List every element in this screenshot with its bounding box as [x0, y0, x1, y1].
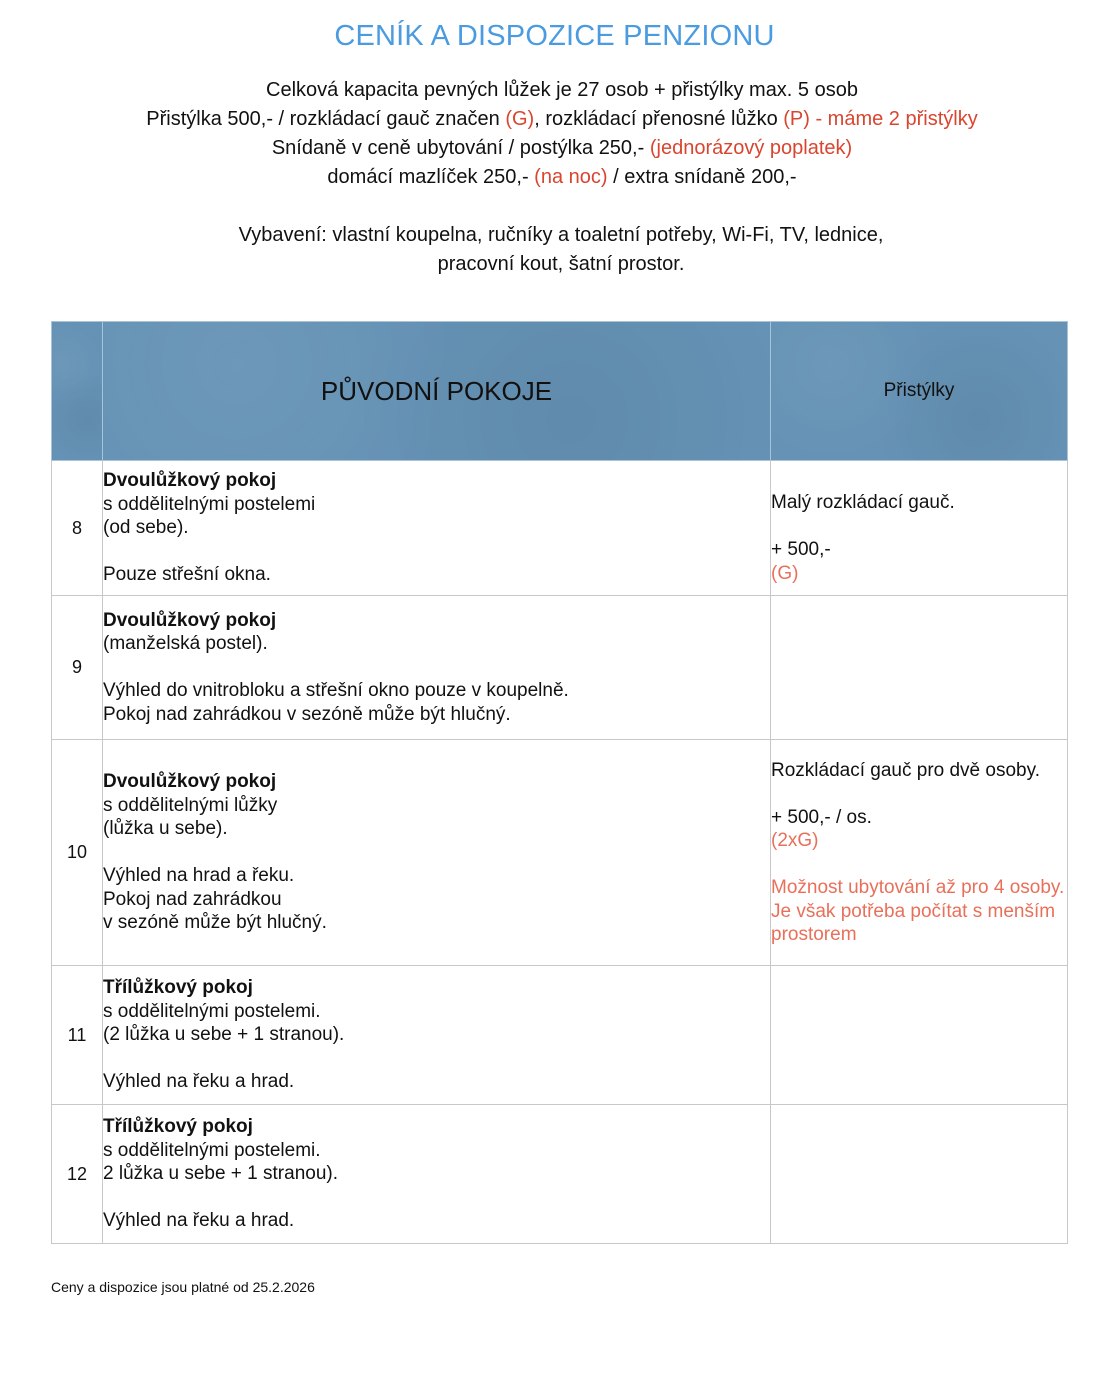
- equipment-line-2: pracovní kout, šatní prostor.: [437, 253, 685, 275]
- equipment-block: [0, 221, 1109, 279]
- room-type: Dvoulůžkový pokoj: [103, 771, 277, 793]
- room-detail-line: [103, 1047, 770, 1071]
- breakfast-text: Snídaně v ceně ubytování / postýlka 250,-: [271, 137, 650, 159]
- room-detail-line: Výhled na řeku a hrad.: [103, 1071, 295, 1093]
- room-detail-line: v sezóně může být hlučný.: [103, 912, 327, 934]
- room-detail-line: [103, 1186, 770, 1210]
- room-detail-line: Pokoj nad zahrádkou v sezóně může být hlučný.: [103, 703, 511, 725]
- room-description: [103, 740, 771, 966]
- header-rooms: PŮVODNÍ POKOJE: [103, 322, 771, 461]
- room-number: 9: [52, 596, 103, 740]
- extra-bed-price-text: Přistýlka 500,- / rozkládací gauč značen: [146, 108, 506, 130]
- room-detail-line: Výhled do vnitrobloku a střešní okno pouze v koupelně.: [103, 680, 569, 702]
- header-extra-beds: Přistýlky: [771, 322, 1068, 461]
- table-row: [52, 966, 1068, 1105]
- room-detail-line: 2 lůžka u sebe + 1 stranou).: [103, 1163, 339, 1185]
- room-detail-line: Výhled na hrad a řeku.: [103, 865, 295, 887]
- room-number: 11: [52, 966, 103, 1105]
- extra-bed-note: Možnost ubytování až pro 4 osoby. Je však potřeba počítat s menším prostorem: [771, 877, 1065, 945]
- room-detail-line: s oddělitelnými postelemi.: [103, 1139, 321, 1161]
- room-number: 10: [52, 740, 103, 966]
- room-detail-line: [103, 656, 770, 680]
- header-number-cell: [52, 322, 103, 461]
- extra-bed-code: (G): [771, 562, 799, 584]
- table-header-row: [52, 322, 1068, 461]
- room-detail-line: (2 lůžka u sebe + 1 stranou).: [103, 1024, 345, 1046]
- room-type: Dvoulůžkový pokoj: [103, 609, 277, 631]
- extra-bed-cell: [771, 966, 1068, 1105]
- extra-bed-price: + 500,-: [771, 539, 831, 560]
- room-number: 8: [52, 461, 103, 596]
- extra-bed-description: Malý rozkládací gauč.: [771, 492, 955, 513]
- extra-bed-cell: [771, 1105, 1068, 1244]
- room-type: Třílůžkový pokoj: [103, 1116, 253, 1138]
- intro-block: [0, 76, 1109, 192]
- table-row: [52, 1105, 1068, 1244]
- portable-bed-code: (P) - máme 2 přistýlky: [783, 108, 978, 130]
- extra-bed-code: (2xG): [771, 830, 819, 851]
- equipment-line-1: Vybavení: vlastní koupelna, ručníky a toaletní potřeby, Wi-Fi, TV, lednice,: [238, 224, 884, 246]
- sofa-code: (G): [505, 108, 535, 130]
- extra-bed-description: Rozkládací gauč pro dvě osoby.: [771, 759, 1040, 781]
- spacer: [771, 853, 1067, 877]
- room-detail-line: Výhled na řeku a hrad.: [103, 1210, 295, 1232]
- room-description: [103, 1105, 771, 1244]
- room-number: 12: [52, 1105, 103, 1244]
- room-detail-line: (manželská postel).: [103, 633, 268, 655]
- rooms-table: [51, 321, 1068, 1244]
- extra-bed-cell: [771, 461, 1068, 596]
- room-detail-line: Pokoj nad zahrádkou: [103, 888, 282, 910]
- extra-bed-cell: [771, 596, 1068, 740]
- room-type: Dvoulůžkový pokoj: [103, 470, 277, 492]
- spacer: [771, 782, 1067, 806]
- page-title: CENÍK A DISPOZICE PENZIONU: [334, 20, 775, 52]
- room-detail-line: (lůžka u sebe).: [103, 818, 228, 840]
- extra-bed-cell: [771, 740, 1068, 966]
- pet-text: domácí mazlíček 250,-: [327, 166, 535, 188]
- capacity-line: Celková kapacita pevných lůžek je 27 osob + přistýlky max. 5 osob: [266, 79, 858, 101]
- per-night-note: (na noc): [534, 166, 608, 188]
- pet-line: [0, 163, 1109, 192]
- room-detail-line: s oddělitelnými postelemi: [103, 493, 316, 515]
- room-detail-line: s oddělitelnými lůžky: [103, 794, 278, 816]
- portable-bed-text: , rozkládací přenosné lůžko: [534, 108, 784, 130]
- room-detail-line: Pouze střešní okna.: [103, 564, 271, 586]
- room-type: Třílůžkový pokoj: [103, 977, 253, 999]
- room-detail-line: s oddělitelnými postelemi.: [103, 1000, 321, 1022]
- room-description: [103, 966, 771, 1105]
- room-detail-line: [103, 841, 770, 865]
- table-row: [52, 461, 1068, 596]
- validity-note: Ceny a dispozice jsou platné od 25.2.2026: [51, 1279, 315, 1295]
- extra-bed-line: [0, 105, 1109, 134]
- extra-bed-price: + 500,- / os.: [771, 806, 872, 828]
- room-description: [103, 461, 771, 596]
- room-detail-line: (od sebe).: [103, 517, 189, 539]
- spacer: [771, 515, 1067, 539]
- table-row: [52, 740, 1068, 966]
- one-time-fee-note: (jednorázový poplatek): [649, 137, 853, 159]
- table-row: [52, 596, 1068, 740]
- breakfast-line: [0, 134, 1109, 163]
- room-detail-line: [103, 540, 770, 564]
- extra-breakfast-text: / extra snídaně 200,-: [607, 166, 797, 188]
- room-description: [103, 596, 771, 740]
